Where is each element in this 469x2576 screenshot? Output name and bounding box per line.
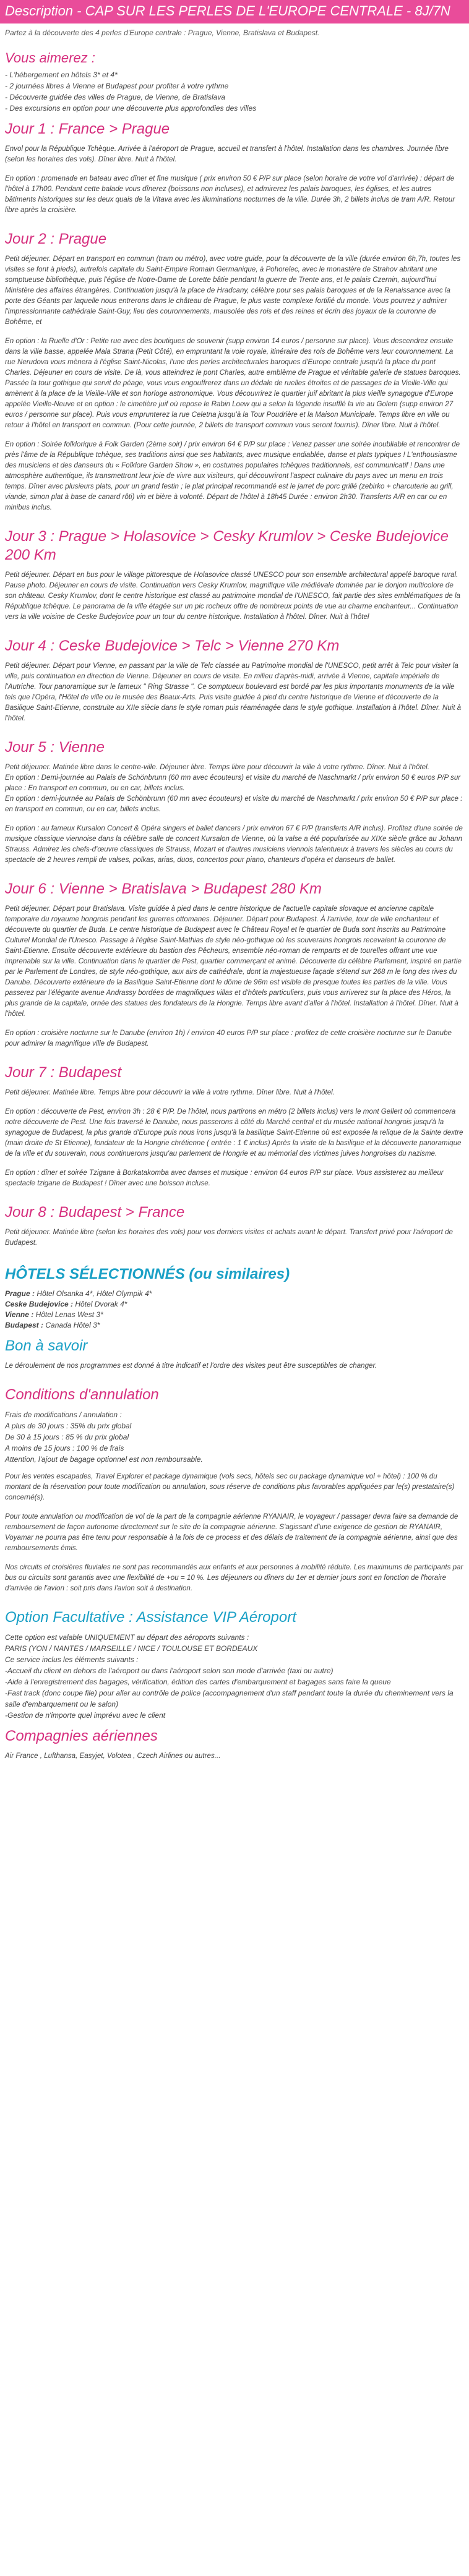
list-item: Ce service inclus les éléments suivants : [5, 1655, 139, 1664]
list-item: -Aide à l'enregistrement des bagages, vérification, édition des cartes d'embarquement et bagages sans faire la queue [5, 1678, 391, 1686]
day-8-title: Jour 8 : Budapest > France [5, 1204, 185, 1221]
list-item: A plus de 30 jours : 35% du prix global [5, 1422, 132, 1430]
day-2-title: Jour 2 : Prague [5, 231, 107, 247]
day-6-text [0, 903, 469, 1049]
list-item: - L'hébergement en hôtels 3* et 4* [5, 70, 118, 79]
paragraph: Petit déjeuner. Départ pour Vienne, en passant par la ville de Telc classée au Patrimoine mondial de l'UNESCO, petit arrêt à Telc pour visiter la ville, puis continuation en direction de Vienne. Déjeuner en cours de visite. En milieu d'après-midi, arrivée à Vienne, capitale impériale de l'Autriche. Tour panoramique sur le fameux " Ring Strasse ". Ce somptueux boulevard est bordé par les plus importants monuments de la ville tels que l'Opéra, l'Hôtel de ville ou le musée des Beaux-Arts. Puis visite guidée à pied du centre historique de Vienne et découverte de la Basilique Saint-Etienne, construite au XIIe siècle dans le style roman puis réaménagée dans le style gothique. Installation à l'hôtel. Dîner. Nuit à l'hôtel. [5, 662, 462, 722]
bon-a-savoir-title: Bon à savoir [5, 1337, 88, 1354]
paragraph: Petit déjeuner. Matinée libre dans le centre-ville. Déjeuner libre. Temps libre pour découvrir la ville à votre rythme. Dîner. Nuit à l'hôtel. En option : Demi-journée au Palais de Schönbrunn (60 mn avec écouteurs) et visite du marché de Naschmarkt / prix environ 50 € euros P/P sur place : En transport en commun, ou en car, billets inclus. En option : demi-journée au Palais de Schönbrunn (60 mn avec écouteurs) et visite du marché de Naschmarkt / prix environ 50 € P/P sur place : en transport en commun, ou en car, billets inclus. [5, 763, 463, 813]
section-title-aimerez: Vous aimerez : [5, 50, 95, 66]
paragraph: Nos circuits et croisières fluviales ne sont pas recommandés aux enfants et aux personnes à mobilité réduite. Les maximums de participants par bus ou circuits sont garantis avec une flexibilité de +ou = 10 %. Les déjeuners ou dîners du 1er et dernier jours sont en fonction de l'horaire d'arrivée de l'avion : soit pris dans l'avion soit à destination. [5, 1563, 463, 1592]
hotel-item [0, 1299, 469, 1310]
hotel-city: Vienne : [5, 1310, 34, 1319]
list-item: PARIS (YON / NANTES / MARSEILLE / NICE / TOULOUSE ET BORDEAUX [5, 1644, 258, 1653]
day-8-text [0, 1227, 469, 1248]
list-item: -Accueil du client en dehors de l'aéroport ou dans l'aéroport selon son mode d'arrivée (taxi ou autre) [5, 1666, 333, 1675]
paragraph: En option : Soirée folklorique à Folk Garden (2ème soir) / prix environ 64 € P/P sur place : Venez passer une soirée inoubliable et rencontrer de près l'âme de la République tchèque, ses traditions ainsi que ses habitants, avec musique endiablée, danse et plats typiques ! L'enthousiasme des musiciens et des danseurs du « Folklore Garden Show », en costumes populaires tchèques traditionnels, est communicatif ! Dans une atmosphère authentique, ils transmettront leur joie de vivre aux visiteurs, qui découvriront l'aspect culinaire du pays avec un menu en trois temps. Dîner avec plusieurs plats, pour un grand festin ; le plat principal recommandé est le jarret de porc grillé (zebirko + charcuterie au grill, viande, simon plat à base de canard rôti) vin et bière à volonté. Départ de l'hôtel à 18h45 Durée : environ 2h30. Transferts A/R en car ou en minibus inclus. [5, 440, 460, 511]
day-3-text [0, 569, 469, 622]
day-4-text [0, 660, 469, 723]
list-item: Attention, l'ajout de bagage optionnel est non remboursable. [5, 1455, 203, 1464]
day-7-title: Jour 7 : Budapest [5, 1064, 122, 1081]
conditions-list [0, 1409, 469, 1465]
list-item: - Des excursions en option pour une découverte plus approfondies des villes [5, 104, 257, 113]
day-1-title: Jour 1 : France > Prague [5, 121, 170, 137]
paragraph: En option : au fameux Kursalon Concert & Opéra singers et ballet dancers / prix environ 67 € P/P (transferts A/R inclus). Profitez d'une soirée de musique classique viennoise dans la célèbre salle de concert Kursalon de Vienne, où la valse a été popularisée au XIXe siècle grâce au Johann Strauss. Admirez les chefs-d'œuvre classiques de Strauss, Mozart et d'autres musiciens viennois talentueux à travers les siècles au cours du spectacle de 2 heures rempli de valses, polkas, arias, duos, concertos pour piano, chanteurs d'opéra et danseurs de ballet. [5, 824, 463, 864]
hotels-title: HÔTELS SÉLECTIONNÉS (ou similaires) [5, 1266, 290, 1282]
page-title: Description - CAP SUR LES PERLES DE L'EUROPE CENTRALE - 8J/7N [0, 0, 469, 23]
option-list [0, 1632, 469, 1721]
list-item: -Gestion de n'importe quel imprévu avec le client [5, 1711, 166, 1720]
hotel-name: Canada Hôtel 3* [43, 1321, 100, 1329]
list-item: -Fast track (donc coupe file) pour aller au contrôle de police (accompagnement d'un staff pendant toute la durée du cheminement vers la salle d'embarquement ou le salon) [5, 1689, 454, 1708]
paragraph: Pour les ventes escapades, Travel Explorer et package dynamique (vols secs, hôtels sec ou package dynamique vol + hôtel) : 100 % du montant de la réservation pour toute modification ou annulation, sous réserve de conditions plus favorables appliquées par le(s) prestataire(s) concerné(s). [5, 1472, 455, 1501]
list-item: Cette option est valable UNIQUEMENT au départ des aéroports suivants : [5, 1633, 249, 1642]
companies-title: Compagnies aériennes [5, 1728, 158, 1744]
intro-text: Partez à la découverte des 4 perles d'Europe centrale : Prague, Vienne, Bratislava et Budapest. [5, 28, 320, 37]
hotel-name: Hôtel Dvorak 4* [73, 1300, 127, 1308]
hotel-name: Hôtel Olsanka 4*, Hôtel Olympik 4* [35, 1289, 152, 1298]
conditions-text [0, 1471, 469, 1593]
day-5-text [0, 762, 469, 865]
paragraph: En option : la Ruelle d'Or : Petite rue avec des boutiques de souvenir (supp environ 14 euros / personne sur place). Vous descendrez ensuite dans la ville basse, appelée Mala Strana (Petit Côté), en empruntant la voie royale, itinéraire des rois de Bohême vers leur couronnement. La rue Nerudova vous mènera à l'église Saint-Nicolas, l'une des perles architecturales baroques d'Europe centrale jusqu'à la place du pont Charles. Déjeuner en cours de visite. De là, vous atteindrez le pont Charles, autre emblème de Prague et véritable galerie de statues baroques. Passée la tour gothique qui servit de péage, vous vous engouffrerez dans un dédale de ruelles étroites et de passages de la Vieille-Ville qui amènent à la place de la Vieille-Ville et son horloge astronomique. Vous découvrirez le quartier juif abritant la plus vieille synagogue d'Europe appelée Vieille-Neuve et en option : le cimetière juif où repose le Rabin Loew qui a selon la légende insufflé la vie au Golem (supp environ 27 euros / personne sur place). Puis vous emprunterez la rue Celetna jusqu'à la Tour Poudrière et la Maison Municipale. Temps libre en ville ou retour à l'hôtel en transport en commun. (Pour cette journée, 2 billets de transport commun vous seront fournis). Dîner libre. Nuit à l'hôtel. [5, 337, 461, 429]
paragraph: Le déroulement de nos programmes est donné à titre indicatif et l'ordre des visites peut être susceptibles de changer. [5, 1362, 377, 1370]
hotel-name: Hôtel Lenas West 3* [33, 1310, 103, 1319]
hotel-item [0, 1289, 469, 1299]
paragraph: Air France , Lufthansa, Easyjet, Volotea , Czech Airlines ou autres... [5, 1752, 221, 1760]
paragraph: Petit déjeuner. Matinée libre (selon les horaires des vols) pour vos derniers visites et achats avant le départ. Transfert privé pour l'aéroport de Budapest. [5, 1228, 453, 1247]
paragraph: Petit déjeuner. Départ en bus pour le village pittoresque de Holasovice classé UNESCO pour son ensemble architectural appelé baroque rural. Pause photo. Déjeuner en cours de visite. Continuation vers Cesky Krumlov, magnifique ville médiévale dominée par le donjon multicolore de son château. Cesky Krumlov, dont le centre historique est classé au patrimoine mondial de l'UNESCO, fait partie des sites emblématiques de la République tchèque. Le panorama de la ville étagée sur un pic rocheux offre de nombreux points de vue au charme enchanteur... Continuation vers la ville voisine de Ceske Budejovice pour un tour du centre historique. Installation à l'hôtel. Dîner. Nuit à l'hôtel [5, 571, 460, 621]
day-3-title: Jour 3 : Prague > Holasovice > Cesky Krumlov > Ceske Budejovice 200 Km [5, 528, 449, 563]
paragraph: Envol pour la République Tchèque. Arrivée à l'aéroport de Prague, accueil et transfert à l'hôtel. Installation dans les chambres. Journée libre (selon les horaires des vols). Dîner libre. Nuit à l'hôtel. [5, 145, 449, 163]
hotel-city: Budapest : [5, 1321, 44, 1329]
aimerez-list [0, 69, 469, 114]
day-4-title: Jour 4 : Ceske Budejovice > Telc > Vienne 270 Km [5, 638, 340, 654]
hotel-item [0, 1310, 469, 1320]
bon-a-savoir-text [0, 1360, 469, 1371]
hotel-item [0, 1320, 469, 1331]
hotel-city: Prague : [5, 1289, 35, 1298]
paragraph: Pour toute annulation ou modification de vol de la part de la compagnie aérienne RYANAIR, le voyageur / passager devra faire sa demande de remboursement de façon autonome directement sur le site de la compagnie aérienne. S'agissant d'une exigence de gestion de RYANAIR, Voyamar ne pourra pas être tenu pour responsable à la fois de ce process et des délais de traitement de la compagnie aérienne, ainsi que des remboursements émis. [5, 1512, 458, 1552]
paragraph: Petit déjeuner. Départ en transport en commun (tram ou métro), avec votre guide, pour la découverte de la ville (durée environ 6h,7h, toutes les visites se font à pieds), autrefois capitale du Saint-Empire Romain Germanique, à Pohorelec, avec le monastère de Strahov abritant une somptueuse bibliothèque, puis l'église de Notre-Dame de Lorette bâtie pendant la guerre de Trente ans, et le palais Czernin, aujourd'hui Ministère des affaires étrangères. Continuation jusqu'à la place de Hradcany, célèbre pour ses palais baroques et de la Renaissance avec la porte des Géants par laquelle nous entrerons dans le château de Prague, le plus vaste complexe fortifié du monde. Vous pourrez y admirer l'impressionnante cathédrale Saint-Guy, lieu des couronnements, mausolée des rois et des reines et écrin des joyaux de la couronne de Bohême, et [5, 255, 461, 326]
companies-text [0, 1751, 469, 1761]
list-item: Frais de modifications / annulation : [5, 1410, 122, 1419]
paragraph: En option : dîner et soirée Tzigane à Borkatakomba avec danses et musique : environ 64 euros P/P sur place. Vous assisterez au meilleur spectacle tzigane de Budapest ! Dîner avec une boisson incluse. [5, 1169, 444, 1187]
list-item: - 2 journées libres à Vienne et Budapest pour profiter à votre rythme [5, 82, 229, 90]
list-item: A moins de 15 jours : 100 % de frais [5, 1444, 124, 1452]
paragraph: En option : croisière nocturne sur le Danube (environ 1h) / environ 40 euros P/P sur place : profitez de cette croisière nocturne sur le Danube pour admirer la magnifique ville de Budapest. [5, 1029, 452, 1047]
list-item: - Découverte guidée des villes de Prague, de Vienne, de Bratislava [5, 93, 225, 101]
option-title: Option Facultative : Assistance VIP Aéroport [5, 1609, 296, 1626]
day-5-title: Jour 5 : Vienne [5, 739, 105, 756]
day-7-text [0, 1087, 469, 1188]
day-1-text [0, 143, 469, 215]
hotel-city: Ceske Budejovice : [5, 1300, 74, 1308]
paragraph: Petit déjeuner. Matinée libre. Temps libre pour découvrir la ville à votre rythme. Dîner libre. Nuit à l'hôtel. [5, 1088, 335, 1096]
paragraph: En option : découverte de Pest, environ 3h : 28 € P/P. De l'hôtel, nous partirons en métro (2 billets inclus) vers le mont Gellert où commencera notre découverte de Pest. Une fois traversé le Danube, nous passerons à côté du Marché central et du musée national hongrois jusqu'à la synagogue de Budapest, la plus grande d'Europe puis nous irons jusqu'à la basilique Saint-Etienne où est exposée la relique de la Sainte dextre (main droite de St Etienne), fondateur de la Hongrie chrétienne ( entrée : 1 € inclus) Après la visite de la basilique et la découverte panoramique de la ville et du souverain, nous continuerons jusqu'au parlement de Hongrie et au mémorial des victimes juives hongroises du nazisme. [5, 1107, 463, 1158]
list-item: De 30 à 15 jours : 85 % du prix global [5, 1433, 129, 1441]
paragraph: En option : promenade en bateau avec dîner et fine musique ( prix environ 50 € P/P sur place (selon horaire de votre vol d'arrivée) : départ de l'hôtel à 17h00. Pendant cette balade vous dînerez (boissons non incluses), et admirerez les palais baroques, les églises, et les autres bâtiments historiques sur les deux quais de la Vltava avec les illuminations nocturnes de la ville. Durée 3h, 2 billets inclus de tram A/R. Retour libre après la croisière. [5, 174, 455, 214]
hotels-list [0, 1289, 469, 1331]
day-6-title: Jour 6 : Vienne > Bratislava > Budapest 280 Km [5, 881, 322, 897]
day-2-text [0, 254, 469, 513]
paragraph: Petit déjeuner. Départ pour Bratislava. Visite guidée à pied dans le centre historique de l'actuelle capitale slovaque et ancienne capitale temporaire du royaume hongrois pendant les guerres ottomanes. Déjeuner. Départ pour Budapest. À l'arrivée, tour de ville enchanteur et découverte du quartier de Buda. Le centre historique de Budapest avec le Château Royal et le quartier de Buda sont inscrits au Patrimoine Culturel Mondial de l'Unesco. Passage à l'église Saint-Mathias de style néo-gothique où les souverains hongrois recevaient la couronne de Saint-Etienne. Ensuite découverte extérieure du bastion des Pêcheurs, ensemble néo-roman de remparts et de tourelles offrant une vue imprenable sur la ville. Continuation dans le quartier de Pest, quartier commerçant et animé. Découverte du célèbre Parlement, inspiré en partie par le Parlement de Londres, de style néo-gothique, aux airs de cathédrale, dont la majestueuse façade s'étend sur 268 m le long des rives du Danube. Découverte extérieure de la Basilique Saint-Etienne dont le dôme de 96m est visible de presque toutes les parties de la ville. Vous passerez par l'élégante avenue Andrassy bordées de magnifiques villas et d'hôtels particuliers, puis vous arriverez sur la place des Héros, la plus grande de la capitale, ornée des statues des fondateurs de la Hongrie. Temps libre avant d'aller à l'hôtel. Installation à l'hôtel. Dîner. Nuit à l'hôtel. [5, 905, 462, 1018]
conditions-title: Conditions d'annulation [5, 1386, 159, 1403]
